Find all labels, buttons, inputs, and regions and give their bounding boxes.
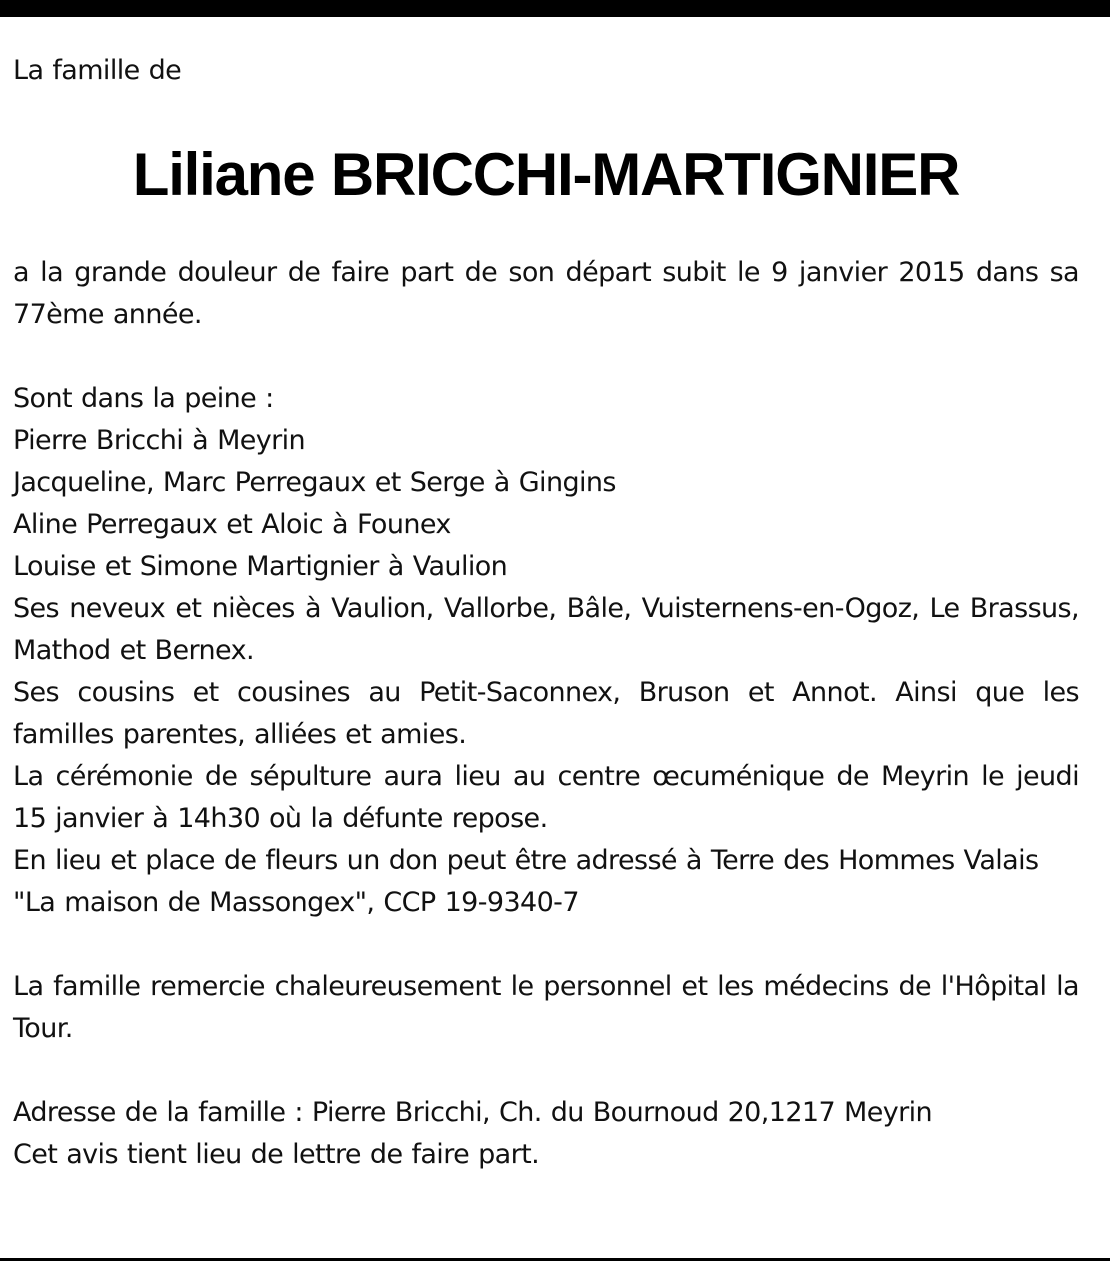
donation-account: "La maison de Massongex", CCP 19-9340-7	[13, 887, 579, 918]
thanks-text: La famille remercie chaleureusement le personnel et les médecins de l'Hôpital la Tour.	[13, 971, 1079, 1044]
closing-section	[13, 1092, 1079, 1176]
obituary-notice	[13, 50, 1079, 1176]
mourners-heading: Sont dans la peine :	[13, 383, 274, 414]
family-address: Adresse de la famille : Pierre Bricchi, Ch. du Bournoud 20,1217 Meyrin	[13, 1097, 933, 1128]
spacer	[13, 1050, 1079, 1092]
top-rule	[0, 0, 1110, 17]
mourner-line: Pierre Bricchi à Meyrin	[13, 425, 306, 456]
mourner-line: Louise et Simone Martignier à Vaulion	[13, 551, 508, 582]
bottom-rule	[0, 1258, 1110, 1261]
donation-text: En lieu et place de fleurs un don peut être adressé à Terre des Hommes Valais	[13, 845, 1039, 876]
deceased-name: Liliane BRICCHI-MARTIGNIER	[132, 141, 960, 208]
mourner-line: Aline Perregaux et Aloic à Founex	[13, 509, 451, 540]
announcement-text: a la grande douleur de faire part de son départ subit le 9 janvier 2015 dans sa 77ème année.	[13, 257, 1079, 330]
mourner-line: Ses neveux et nièces à Vaulion, Vallorbe, Bâle, Vuisternens-en-Ogoz, Le Brassus, Mathod et Bernex.	[13, 593, 1079, 666]
mourner-line: Ses cousins et cousines au Petit-Saconnex, Bruson et Annot. Ainsi que les familles parentes, alliées et amies.	[13, 677, 1079, 750]
intro-text: La famille de	[13, 55, 182, 86]
spacer	[13, 336, 1079, 378]
ceremony-text: La cérémonie de sépulture aura lieu au centre œcuménique de Meyrin le jeudi 15 janvier à 14h30 où la défunte repose.	[13, 761, 1079, 834]
mourner-line: Jacqueline, Marc Perregaux et Serge à Gingins	[13, 467, 616, 498]
mourners-section	[13, 378, 1079, 924]
spacer	[13, 924, 1079, 966]
closing-text: Cet avis tient lieu de lettre de faire part.	[13, 1139, 540, 1170]
